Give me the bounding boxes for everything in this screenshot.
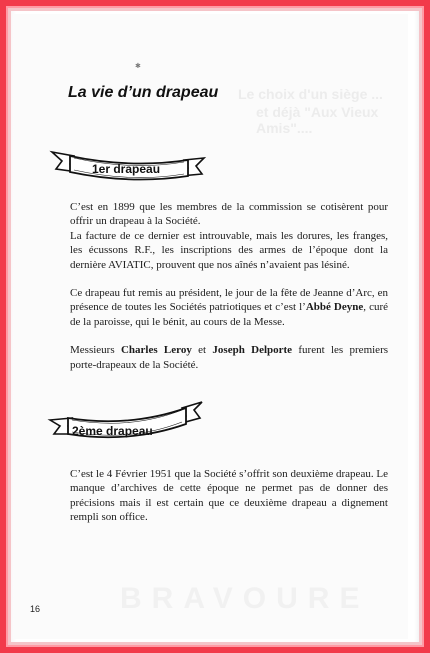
paragraph-2: La facture de ce dernier est introuvable, mais les dorures, les franges, les écussons R.F., les inscriptions des armes de l’époque dont la dernière AVIATIC, prouvent que nos aînés n’avaient pas lésiné. bbox=[70, 229, 388, 271]
page-number: 16 bbox=[30, 604, 41, 614]
asterisk-mark: ✱ bbox=[135, 62, 141, 70]
watermark-line-1: Le choix d'un siège ... bbox=[238, 86, 383, 102]
banner-label-2: 2ème drapeau bbox=[72, 424, 153, 438]
paragraph-4-text-a: Messieurs bbox=[70, 344, 121, 357]
paragraph-1: C’est en 1899 que les membres de la commission se cotisèrent pour offrir un drapeau à la Société. bbox=[70, 201, 388, 228]
watermark-bravoure: BRAVOURE bbox=[120, 582, 370, 615]
paragraph-4-text-b: et bbox=[191, 344, 213, 357]
ribbon-banner-2 bbox=[46, 398, 206, 446]
paragraph-3 bbox=[70, 286, 388, 329]
banner-label-1: 1er drapeau bbox=[92, 162, 161, 176]
name-joseph-delporte: Joseph Delporte bbox=[212, 344, 293, 357]
paragraph-5: C’est le 4 Février 1951 que la Société s’offrit son deuxième drapeau. Le manque d’archives de cette époque ne permet pas de donner des précisions mais il est certain que ce deuxième drapeau a dignement rempli son office. bbox=[70, 468, 388, 524]
ribbon-banner-1 bbox=[48, 142, 208, 190]
name-charles-leroy: Charles Leroy bbox=[120, 344, 192, 357]
watermark-line-2: et déjà "Aux Vieux Amis".... bbox=[256, 104, 379, 136]
name-abbe-deyne: Abbé Deyne bbox=[305, 301, 364, 314]
paragraph-4 bbox=[70, 343, 388, 372]
section-1-text bbox=[70, 200, 388, 372]
paragraph-4-text-c: furent les premiers porte-drapeaux de la Société. bbox=[70, 344, 389, 371]
page-title: La vie d’un drapeau bbox=[68, 84, 219, 101]
ribbon-icon bbox=[46, 398, 206, 446]
paragraph-3-text-a: Ce drapeau fut remis au président, le jour de la fête de Jeanne d’Arc, en présence de toutes les Sociétés patriotiques et c’est l’ bbox=[70, 287, 388, 314]
section-2-text bbox=[70, 467, 388, 525]
paragraph-3-text-b: , curé de la paroisse, qui le bénit, au cours de la Messe. bbox=[70, 301, 388, 328]
